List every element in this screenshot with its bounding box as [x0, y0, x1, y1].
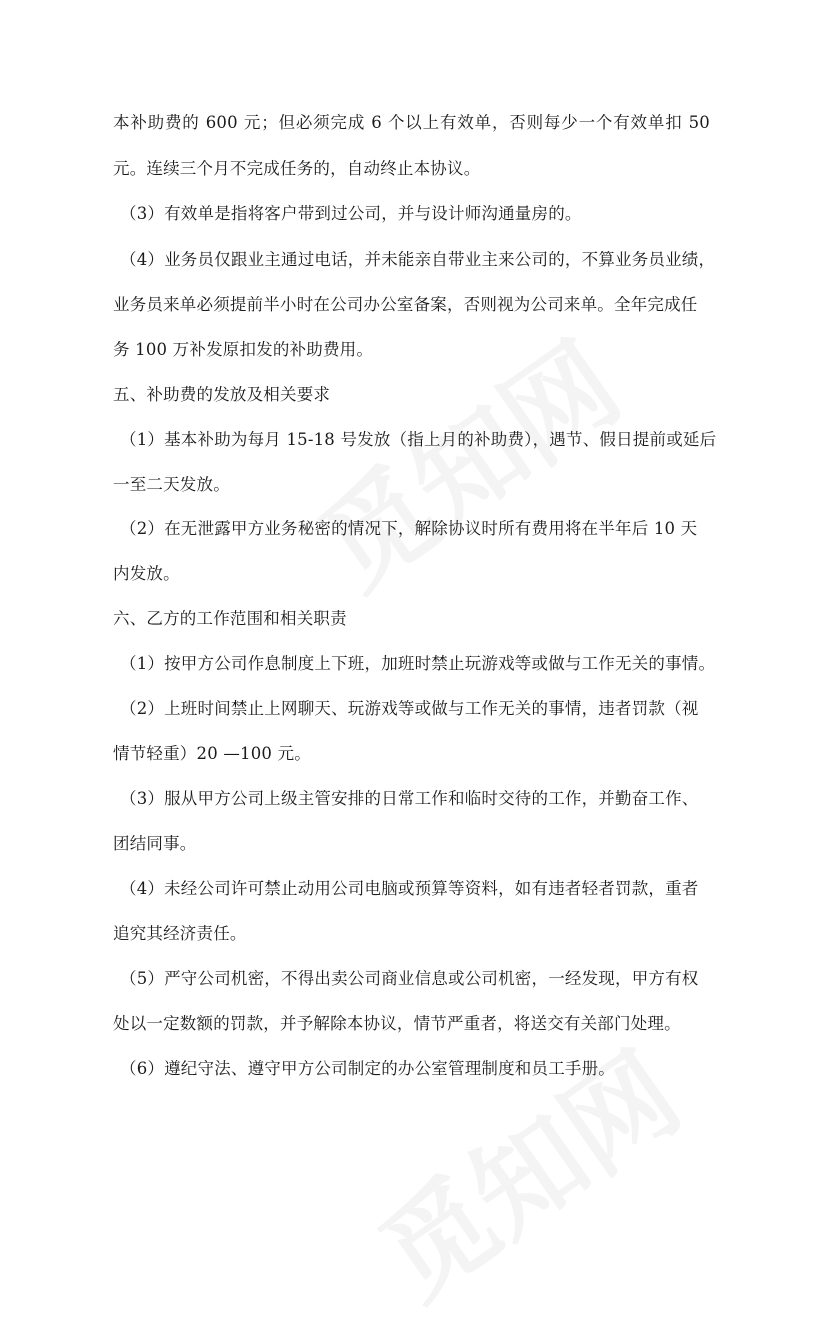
- paragraph-line: （1）按甲方公司作息制度上下班，加班时禁止玩游戏等或做与工作无关的事情。: [120, 654, 716, 673]
- paragraph-line: （1）基本补助为每月 15-18 号发放（指上月的补助费），遇节、假日提前或延后: [120, 430, 717, 449]
- paragraph-line: 本补助费的 600 元；但必须完成 6 个以上有效单，否则每少一个有效单扣 50: [113, 113, 710, 132]
- paragraph-line: （3）有效单是指将客户带到过公司，并与设计师沟通量房的。: [120, 204, 582, 223]
- paragraph-line: 一至二天发放。: [113, 475, 230, 494]
- paragraph-line: 务 100 万补发原扣发的补助费用。: [113, 340, 374, 359]
- paragraph-line: （6）遵纪守法、遵守甲方公司制定的办公室管理制度和员工手册。: [120, 1059, 615, 1078]
- section-heading: 五、补助费的发放及相关要求: [113, 385, 331, 404]
- paragraph-line: （3）服从甲方公司上级主管安排的日常工作和临时交待的工作，并勤奋工作、: [120, 789, 699, 808]
- section-heading: 六、乙方的工作范围和相关职责: [113, 609, 347, 628]
- paragraph-line: 情节轻重）20 —100 元。: [113, 744, 311, 763]
- paragraph-line: 追究其经济责任。: [113, 924, 247, 943]
- paragraph-line: （4）业务员仅跟业主通过电话，并未能亲自带业主来公司的，不算业务员业绩，: [120, 250, 716, 269]
- paragraph-line: （2）上班时间禁止上网聊天、玩游戏等或做与工作无关的事情，违者罚款（视: [120, 699, 699, 718]
- paragraph-line: 内发放。: [113, 564, 180, 583]
- paragraph-line: 元。连续三个月不完成任务的，自动终止本协议。: [113, 159, 481, 178]
- paragraph-line: （2）在无泄露甲方业务秘密的情况下，解除协议时所有费用将在半年后 10 天: [120, 519, 698, 538]
- paragraph-line: 处以一定数额的罚款，并予解除本协议，情节严重者，将送交有关部门处理。: [113, 1014, 681, 1033]
- paragraph-line: 业务员来单必须提前半小时在公司办公室备案，否则视为公司来单。全年完成任: [113, 295, 698, 314]
- paragraph-line: （5）严守公司机密，不得出卖公司商业信息或公司机密，一经发现，甲方有权: [120, 969, 699, 988]
- paragraph-line: 团结同事。: [113, 834, 197, 853]
- paragraph-line: （4）未经公司许可禁止动用公司电脑或预算等资料，如有违者轻者罚款，重者: [120, 879, 699, 898]
